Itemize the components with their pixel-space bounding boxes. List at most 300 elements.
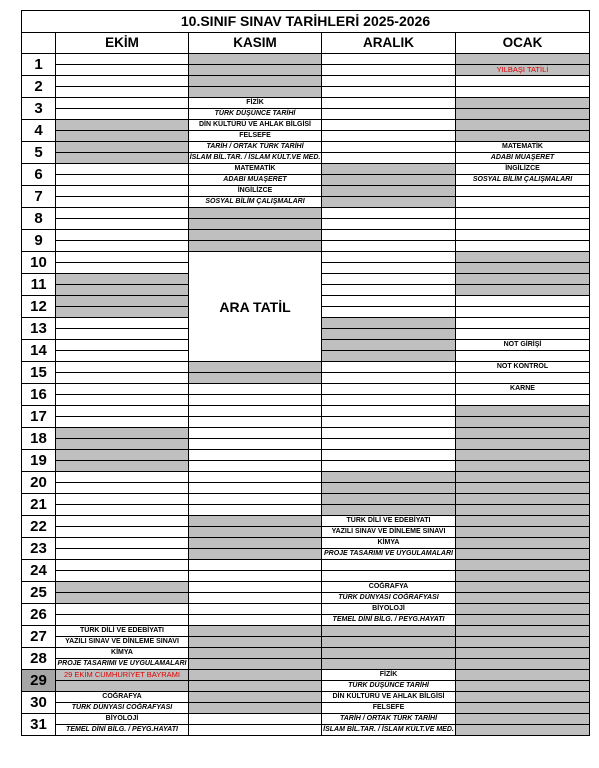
schedule-cell-ocak <box>456 131 590 142</box>
schedule-cell-aralik <box>322 109 456 120</box>
schedule-cell-aralik <box>322 560 456 571</box>
schedule-half-row <box>22 230 590 241</box>
schedule-cell-kasim <box>189 87 322 98</box>
schedule-cell-kasim <box>189 54 322 65</box>
schedule-cell-ocak <box>456 197 590 208</box>
schedule-cell-ekim <box>56 384 189 395</box>
schedule-half-row <box>22 120 590 131</box>
schedule-cell-ocak <box>456 516 590 527</box>
schedule-cell-ocak <box>456 274 590 285</box>
schedule-cell-aralik <box>322 285 456 296</box>
schedule-cell-ocak <box>456 527 590 538</box>
schedule-cell-kasim <box>189 230 322 241</box>
schedule-cell-ocak <box>456 296 590 307</box>
schedule-cell-kasim <box>189 659 322 670</box>
day-number: 25 <box>22 582 56 604</box>
schedule-cell-ocak <box>456 538 590 549</box>
schedule-cell-ocak: NOT KONTROL <box>456 362 590 373</box>
schedule-cell-aralik: DİN KÜLTÜRÜ VE AHLAK BİLGİSİ <box>322 692 456 703</box>
day-number: 31 <box>22 714 56 736</box>
schedule-cell-ekim <box>56 549 189 560</box>
schedule-cell-kasim <box>189 461 322 472</box>
schedule-cell-ocak <box>456 714 590 725</box>
day-number: 28 <box>22 648 56 670</box>
schedule-cell-ekim <box>56 164 189 175</box>
schedule-cell-kasim: DİN KÜLTÜRÜ VE AHLAK BİLGİSİ <box>189 120 322 131</box>
schedule-half-row <box>22 98 590 109</box>
schedule-half-row <box>22 373 590 384</box>
schedule-body <box>22 54 590 736</box>
schedule-cell-kasim: MATEMATİK <box>189 164 322 175</box>
schedule-cell-aralik <box>322 428 456 439</box>
schedule-cell-ocak <box>456 219 590 230</box>
schedule-cell-kasim <box>189 571 322 582</box>
schedule-half-row <box>22 604 590 615</box>
schedule-cell-aralik <box>322 186 456 197</box>
schedule-cell-ekim <box>56 329 189 340</box>
schedule-cell-aralik <box>322 494 456 505</box>
schedule-half-row <box>22 406 590 417</box>
schedule-half-row <box>22 582 590 593</box>
schedule-cell-ocak <box>456 593 590 604</box>
day-number: 5 <box>22 142 56 164</box>
schedule-cell-ocak <box>456 109 590 120</box>
schedule-cell-aralik <box>322 142 456 153</box>
schedule-cell-ocak: KARNE <box>456 384 590 395</box>
schedule-cell-ekim <box>56 120 189 131</box>
schedule-cell-ekim <box>56 483 189 494</box>
schedule-cell-ekim <box>56 593 189 604</box>
schedule-cell-ekim <box>56 142 189 153</box>
schedule-cell-aralik <box>322 197 456 208</box>
schedule-cell-ekim <box>56 87 189 98</box>
schedule-half-row <box>22 76 590 87</box>
schedule-cell-ocak <box>456 120 590 131</box>
schedule-cell-aralik <box>322 307 456 318</box>
schedule-half-row <box>22 615 590 626</box>
schedule-cell-ocak <box>456 681 590 692</box>
schedule-cell-ocak <box>456 505 590 516</box>
schedule-cell-ekim <box>56 527 189 538</box>
schedule-half-row <box>22 527 590 538</box>
schedule-cell-ekim <box>56 340 189 351</box>
day-number: 26 <box>22 604 56 626</box>
schedule-cell-kasim <box>189 714 322 725</box>
schedule-cell-kasim <box>189 593 322 604</box>
schedule-cell-ekim: TEMEL DİNİ BİLG. / PEYG.HAYATI <box>56 725 189 736</box>
schedule-cell-ocak: NOT GİRİŞİ <box>456 340 590 351</box>
schedule-cell-aralik: YAZILI SINAV VE DİNLEME SINAVI <box>322 527 456 538</box>
schedule-cell-kasim: FELSEFE <box>189 131 322 142</box>
schedule-cell-ekim <box>56 175 189 186</box>
month-header-kasim: KASIM <box>189 33 322 54</box>
schedule-cell-aralik <box>322 483 456 494</box>
day-number: 18 <box>22 428 56 450</box>
schedule-cell-ocak <box>456 648 590 659</box>
schedule-cell-kasim <box>189 483 322 494</box>
schedule-cell-kasim <box>189 703 322 714</box>
schedule-cell-ekim <box>56 153 189 164</box>
schedule-cell-ekim <box>56 98 189 109</box>
schedule-cell-aralik <box>322 351 456 362</box>
schedule-cell-ekim <box>56 494 189 505</box>
schedule-cell-aralik <box>322 98 456 109</box>
schedule-cell-ekim <box>56 296 189 307</box>
day-number: 19 <box>22 450 56 472</box>
schedule-cell-ocak <box>456 725 590 736</box>
schedule-cell-aralik <box>322 659 456 670</box>
schedule-cell-ekim <box>56 351 189 362</box>
schedule-half-row <box>22 186 590 197</box>
schedule-cell-kasim <box>189 626 322 637</box>
schedule-half-row <box>22 593 590 604</box>
schedule-cell-aralik <box>322 395 456 406</box>
day-number: 22 <box>22 516 56 538</box>
schedule-cell-kasim: İSLAM BİL.TAR. / İSLAM KÜLT.VE MED. <box>189 153 322 164</box>
schedule-cell-aralik <box>322 54 456 65</box>
schedule-cell-aralik <box>322 406 456 417</box>
schedule-cell-ocak: YILBAŞI TATİLİ <box>456 65 590 76</box>
schedule-cell-kasim <box>189 208 322 219</box>
schedule-cell-ekim <box>56 219 189 230</box>
schedule-cell-aralik <box>322 505 456 516</box>
schedule-cell-kasim <box>189 439 322 450</box>
schedule-half-row <box>22 571 590 582</box>
schedule-cell-ekim <box>56 516 189 527</box>
schedule-cell-ekim <box>56 318 189 329</box>
schedule-cell-aralik <box>322 461 456 472</box>
schedule-cell-ocak <box>456 87 590 98</box>
schedule-cell-aralik <box>322 153 456 164</box>
schedule-cell-ocak <box>456 637 590 648</box>
schedule-cell-aralik: FELSEFE <box>322 703 456 714</box>
schedule-cell-ocak <box>456 439 590 450</box>
schedule-cell-aralik: PROJE TASARIMI VE UYGULAMALARI <box>322 549 456 560</box>
schedule-cell-kasim <box>189 681 322 692</box>
schedule-half-row <box>22 714 590 725</box>
schedule-cell-aralik <box>322 274 456 285</box>
schedule-cell-ekim <box>56 604 189 615</box>
schedule-cell-kasim: FİZİK <box>189 98 322 109</box>
schedule-cell-aralik <box>322 373 456 384</box>
schedule-cell-ocak <box>456 659 590 670</box>
schedule-cell-ekim <box>56 571 189 582</box>
schedule-cell-kasim <box>189 241 322 252</box>
schedule-cell-ekim <box>56 461 189 472</box>
day-number: 16 <box>22 384 56 406</box>
schedule-half-row <box>22 648 590 659</box>
schedule-cell-aralik <box>322 120 456 131</box>
day-number: 24 <box>22 560 56 582</box>
schedule-cell-kasim <box>189 76 322 87</box>
schedule-cell-ekim <box>56 615 189 626</box>
schedule-cell-kasim <box>189 65 322 76</box>
schedule-cell-ocak: MATEMATİK <box>456 142 590 153</box>
day-number: 29 <box>22 670 56 692</box>
schedule-cell-ekim <box>56 395 189 406</box>
schedule-cell-ocak <box>456 604 590 615</box>
day-number: 8 <box>22 208 56 230</box>
schedule-cell-ocak <box>456 406 590 417</box>
schedule-cell-kasim: TARİH / ORTAK TÜRK TARİHİ <box>189 142 322 153</box>
schedule-cell-aralik <box>322 241 456 252</box>
schedule-cell-kasim <box>189 648 322 659</box>
schedule-cell-ekim <box>56 417 189 428</box>
schedule-cell-aralik: TÜRK DİLİ VE EDEBİYATI <box>322 516 456 527</box>
ara-tatil-block: ARA TATİL <box>189 252 322 362</box>
schedule-half-row <box>22 164 590 175</box>
schedule-cell-aralik <box>322 219 456 230</box>
schedule-cell-aralik <box>322 637 456 648</box>
schedule-cell-aralik <box>322 65 456 76</box>
day-number: 10 <box>22 252 56 274</box>
schedule-cell-aralik <box>322 252 456 263</box>
schedule-half-row <box>22 483 590 494</box>
schedule-cell-aralik <box>322 208 456 219</box>
schedule-cell-aralik: BİYOLOJİ <box>322 604 456 615</box>
schedule-cell-ekim <box>56 472 189 483</box>
schedule-half-row <box>22 252 590 263</box>
schedule-cell-ocak <box>456 307 590 318</box>
schedule-cell-kasim: İNGİLİZCE <box>189 186 322 197</box>
schedule-cell-ekim <box>56 65 189 76</box>
schedule-cell-ocak <box>456 582 590 593</box>
schedule-cell-kasim <box>189 428 322 439</box>
schedule-cell-kasim <box>189 582 322 593</box>
schedule-cell-ocak <box>456 483 590 494</box>
schedule-cell-ekim <box>56 439 189 450</box>
schedule-cell-ocak <box>456 626 590 637</box>
schedule-cell-ocak <box>456 703 590 714</box>
schedule-cell-ekim: KİMYA <box>56 648 189 659</box>
schedule-cell-kasim <box>189 549 322 560</box>
schedule-half-row <box>22 692 590 703</box>
schedule-cell-ekim <box>56 538 189 549</box>
schedule-half-row <box>22 362 590 373</box>
schedule-cell-kasim <box>189 384 322 395</box>
schedule-cell-ekim: 29 EKİM CUMHURİYET BAYRAMI <box>56 670 189 681</box>
schedule-cell-ocak <box>456 54 590 65</box>
schedule-half-row <box>22 538 590 549</box>
schedule-cell-ekim <box>56 373 189 384</box>
sheet-title: 10.SINIF SINAV TARİHLERİ 2025-2026 <box>22 11 590 33</box>
schedule-half-row <box>22 109 590 120</box>
schedule-cell-kasim <box>189 637 322 648</box>
schedule-cell-aralik: TEMEL DİNİ BİLG. / PEYG.HAYATI <box>322 615 456 626</box>
schedule-cell-ekim <box>56 197 189 208</box>
schedule-cell-ocak <box>456 692 590 703</box>
day-number: 12 <box>22 296 56 318</box>
day-number: 6 <box>22 164 56 186</box>
schedule-cell-kasim <box>189 604 322 615</box>
schedule-cell-ekim: COĞRAFYA <box>56 692 189 703</box>
schedule-cell-aralik <box>322 439 456 450</box>
schedule-cell-ocak <box>456 329 590 340</box>
schedule-cell-ekim <box>56 362 189 373</box>
schedule-cell-ocak <box>456 395 590 406</box>
schedule-half-row <box>22 142 590 153</box>
schedule-cell-kasim <box>189 538 322 549</box>
schedule-cell-ekim <box>56 307 189 318</box>
schedule-cell-aralik <box>322 230 456 241</box>
schedule-cell-kasim <box>189 395 322 406</box>
schedule-cell-aralik <box>322 318 456 329</box>
schedule-cell-kasim <box>189 472 322 483</box>
schedule-half-row <box>22 65 590 76</box>
schedule-half-row <box>22 428 590 439</box>
schedule-half-row <box>22 153 590 164</box>
schedule-half-row <box>22 175 590 186</box>
day-number: 14 <box>22 340 56 362</box>
schedule-cell-aralik <box>322 164 456 175</box>
schedule-cell-ocak <box>456 472 590 483</box>
month-header-ocak: OCAK <box>456 33 590 54</box>
schedule-cell-aralik <box>322 340 456 351</box>
schedule-cell-ekim <box>56 505 189 516</box>
schedule-cell-kasim <box>189 527 322 538</box>
schedule-cell-kasim <box>189 450 322 461</box>
schedule-cell-kasim <box>189 516 322 527</box>
day-number: 15 <box>22 362 56 384</box>
schedule-cell-aralik: İSLAM BİL.TAR. / İSLAM KÜLT.VE MED. <box>322 725 456 736</box>
schedule-half-row <box>22 703 590 714</box>
schedule-cell-ekim: BİYOLOJİ <box>56 714 189 725</box>
schedule-cell-ocak <box>456 571 590 582</box>
schedule-cell-kasim: SOSYAL BİLİM ÇALIŞMALARI <box>189 197 322 208</box>
schedule-cell-ekim: PROJE TASARIMI VE UYGULAMALARI <box>56 659 189 670</box>
schedule-cell-ekim <box>56 230 189 241</box>
schedule-cell-aralik <box>322 263 456 274</box>
schedule-cell-ekim <box>56 54 189 65</box>
schedule-half-row <box>22 395 590 406</box>
schedule-cell-ocak <box>456 318 590 329</box>
schedule-half-row <box>22 494 590 505</box>
schedule-cell-kasim <box>189 725 322 736</box>
schedule-cell-ekim: TÜRK DÜNYASI COĞRAFYASI <box>56 703 189 714</box>
schedule-cell-ocak <box>456 560 590 571</box>
schedule-half-row <box>22 54 590 65</box>
day-number: 21 <box>22 494 56 516</box>
schedule-cell-aralik: KİMYA <box>322 538 456 549</box>
corner-cell <box>22 33 56 54</box>
schedule-cell-ocak <box>456 98 590 109</box>
schedule-cell-ekim: TÜRK DİLİ VE EDEBİYATI <box>56 626 189 637</box>
exam-schedule-table <box>21 10 590 736</box>
schedule-cell-aralik <box>322 384 456 395</box>
day-number: 20 <box>22 472 56 494</box>
schedule-cell-ekim <box>56 252 189 263</box>
schedule-cell-ocak <box>456 373 590 384</box>
month-header-ekim: EKİM <box>56 33 189 54</box>
schedule-cell-kasim <box>189 615 322 626</box>
schedule-cell-ekim <box>56 406 189 417</box>
schedule-cell-ekim: YAZILI SINAV VE DİNLEME SINAVI <box>56 637 189 648</box>
schedule-half-row <box>22 681 590 692</box>
day-number: 11 <box>22 274 56 296</box>
schedule-half-row <box>22 461 590 472</box>
day-number: 7 <box>22 186 56 208</box>
schedule-cell-ocak: ADABI MUAŞERET <box>456 153 590 164</box>
schedule-cell-ocak <box>456 252 590 263</box>
schedule-cell-ocak <box>456 230 590 241</box>
day-number: 30 <box>22 692 56 714</box>
schedule-cell-aralik: TARİH / ORTAK TÜRK TARİHİ <box>322 714 456 725</box>
schedule-cell-aralik <box>322 131 456 142</box>
schedule-cell-aralik <box>322 87 456 98</box>
schedule-half-row <box>22 450 590 461</box>
schedule-cell-aralik <box>322 76 456 87</box>
schedule-half-row <box>22 219 590 230</box>
schedule-cell-ekim <box>56 450 189 461</box>
schedule-cell-kasim: ADABI MUAŞERET <box>189 175 322 186</box>
day-number: 17 <box>22 406 56 428</box>
schedule-cell-ekim <box>56 285 189 296</box>
schedule-cell-ocak <box>456 494 590 505</box>
schedule-half-row <box>22 384 590 395</box>
schedule-half-row <box>22 131 590 142</box>
schedule-cell-aralik <box>322 571 456 582</box>
schedule-cell-kasim <box>189 406 322 417</box>
schedule-half-row <box>22 505 590 516</box>
schedule-cell-kasim <box>189 362 322 373</box>
schedule-half-row <box>22 560 590 571</box>
schedule-cell-ekim <box>56 76 189 87</box>
schedule-cell-ekim <box>56 186 189 197</box>
schedule-half-row <box>22 208 590 219</box>
schedule-cell-kasim <box>189 670 322 681</box>
schedule-cell-aralik <box>322 626 456 637</box>
schedule-cell-kasim <box>189 494 322 505</box>
schedule-cell-ekim <box>56 131 189 142</box>
schedule-cell-ocak <box>456 208 590 219</box>
schedule-cell-ocak: SOSYAL BİLİM ÇALIŞMALARI <box>456 175 590 186</box>
schedule-cell-ocak <box>456 428 590 439</box>
schedule-cell-ekim <box>56 681 189 692</box>
month-header-aralik: ARALIK <box>322 33 456 54</box>
schedule-cell-ocak <box>456 417 590 428</box>
schedule-cell-ocak <box>456 186 590 197</box>
schedule-cell-aralik <box>322 417 456 428</box>
schedule-half-row <box>22 87 590 98</box>
schedule-cell-kasim <box>189 373 322 384</box>
schedule-cell-kasim <box>189 505 322 516</box>
schedule-cell-aralik: TÜRK DÜŞÜNCE TARİHİ <box>322 681 456 692</box>
schedule-cell-ekim <box>56 263 189 274</box>
schedule-cell-kasim <box>189 692 322 703</box>
schedule-cell-aralik <box>322 450 456 461</box>
schedule-cell-ocak <box>456 450 590 461</box>
schedule-cell-ekim <box>56 428 189 439</box>
schedule-cell-kasim <box>189 219 322 230</box>
schedule-half-row <box>22 626 590 637</box>
schedule-half-row <box>22 241 590 252</box>
schedule-cell-aralik <box>322 296 456 307</box>
schedule-half-row <box>22 659 590 670</box>
schedule-cell-ocak <box>456 615 590 626</box>
schedule-cell-ekim <box>56 274 189 285</box>
day-number: 1 <box>22 54 56 76</box>
schedule-half-row <box>22 549 590 560</box>
schedule-half-row <box>22 670 590 681</box>
schedule-half-row <box>22 417 590 428</box>
schedule-cell-kasim: TÜRK DÜŞÜNCE TARİHİ <box>189 109 322 120</box>
schedule-cell-kasim <box>189 417 322 428</box>
schedule-cell-aralik <box>322 175 456 186</box>
schedule-cell-aralik: COĞRAFYA <box>322 582 456 593</box>
schedule-cell-ekim <box>56 241 189 252</box>
schedule-half-row <box>22 439 590 450</box>
day-number: 27 <box>22 626 56 648</box>
